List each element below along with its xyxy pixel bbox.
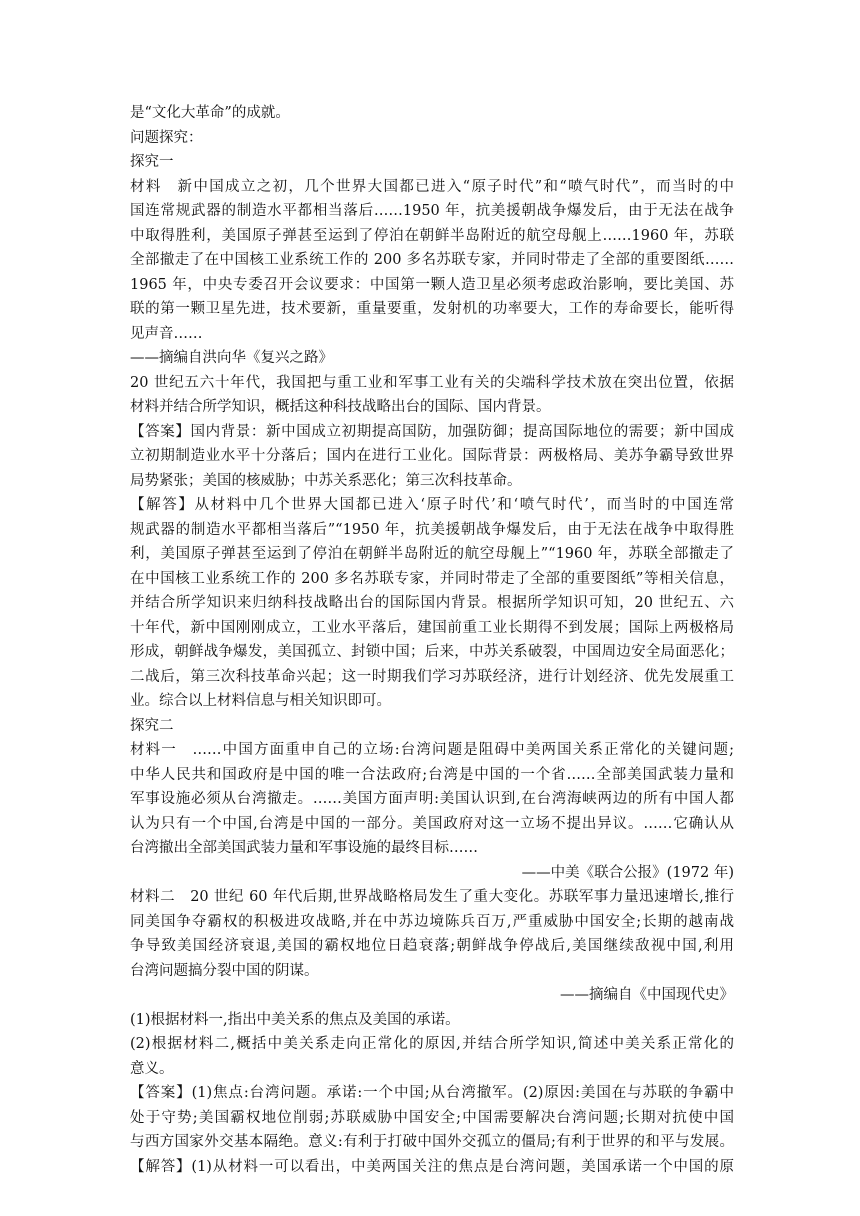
text-line: ——摘编自洪向华《复兴之路》 xyxy=(130,350,333,366)
text-line: 并结合所学知识来归纳科技战略出台的国际国内背景。根据所学知识可知，20 世纪五、六 xyxy=(130,595,734,611)
text-line: 台湾问题搞分裂中国的阴谋。 xyxy=(130,962,319,979)
text-line: 1965 年，中央专委召开会议要求：中国第一颗人造卫星必须考虑政治影响，要比美国、苏 xyxy=(130,276,734,293)
text-line: 国连常规武器的制造水平都相当落后……1950 年，抗美援朝战争爆发后，由于无法在战争 xyxy=(130,203,734,219)
text-line: 材料 新中国成立之初，几个世界大国都已进入“原子时代”和“喷气时代”，而当时的中 xyxy=(130,178,734,195)
text-line: 台湾撤出全部美国武装力量和军事设施的最终目标…… xyxy=(130,840,478,856)
text-line: 处于守势;美国霸权地位削弱;苏联威胁中国安全;中国需要解决台湾问题;长期对抗使中国 xyxy=(130,1109,734,1126)
text-line: 【答案】国内背景：新中国成立初期提高国防，加强防御；提高国际地位的需要；新中国成 xyxy=(130,423,734,440)
text-line: 中华人民共和国政府是中国的唯一合法政府;台湾是中国的一个省……全部美国武装力量和 xyxy=(130,766,734,783)
text-line: 十年代，新中国刚刚成立，工业水平落后，建国前重工业长期得不到发展；国际上两极格局 xyxy=(130,619,734,636)
text-line: ——中美《联合公报》(1972 年) xyxy=(521,864,734,881)
text-line: 【答案】(1)焦点:台湾问题。承诺:一个中国;从台湾撤军。(2)原因:美国在与苏联的争霸中 xyxy=(130,1085,734,1101)
text-line: 见声音…… xyxy=(130,325,203,342)
document-page xyxy=(130,101,734,1179)
text-line: 探究二 xyxy=(130,717,174,734)
text-line: 同美国争夺霸权的积极进攻战略,并在中苏边境陈兵百万,严重威胁中国安全;长期的越南战 xyxy=(130,913,734,930)
text-line: 意义。 xyxy=(130,1060,174,1077)
text-line: 中取得胜利，美国原子弹甚至运到了停泊在朝鲜半岛附近的航空母舰上……1960 年，苏联 xyxy=(130,227,734,244)
text-line: 形成，朝鲜战争爆发，美国孤立、封锁中国；后来，中苏关系破裂，中国周边安全局面恶化； xyxy=(130,644,734,660)
text-line: 问题探究： xyxy=(130,129,203,146)
text-line: (1)根据材料一,指出中美关系的焦点及美国的承诺。 xyxy=(130,1011,460,1028)
text-line: 联的第一颗卫星先进，技术要新，重量要重，发射机的功率要大，工作的寿命要长，能听得 xyxy=(130,301,734,317)
text-line: 是“文化大革命”的成就。 xyxy=(130,105,290,121)
text-line: 20 世纪五六十年代，我国把与重工业和军事工业有关的尖端科学技术放在突出位置，依据 xyxy=(130,374,734,391)
text-line: 二战后，第三次科技革命兴起；这一时期我们学习苏联经济，进行计划经济、优先发展重工 xyxy=(130,668,734,685)
text-line: 材料二 20 世纪 60 年代后期,世界战略格局发生了重大变化。苏联军事力量迅速增长,推行 xyxy=(130,889,734,905)
text-line: 认为只有一个中国,台湾是中国的一部分。美国政府对这一立场不提出异议。……它确认从 xyxy=(130,815,734,832)
text-line: 争导致美国经济衰退,美国的霸权地位日趋衰落;朝鲜战争停战后,美国继续敌视中国,利用 xyxy=(130,938,734,954)
text-line: (2)根据材料二,概括中美关系走向正常化的原因,并结合所学知识,简述中美关系正常化的 xyxy=(130,1036,734,1052)
text-line: 业。综合以上材料信息与相关知识即可。 xyxy=(130,693,391,709)
text-line: 利，美国原子弹甚至运到了停泊在朝鲜半岛附近的航空母舰上”“1960 年，苏联全部撤走了 xyxy=(130,546,734,562)
text-line: 立初期制造业水平十分落后；国内在进行工业化。国际背景：两极格局、美苏争霸导致世界 xyxy=(130,448,734,464)
text-line: 材料并结合所学知识，概括这种科技战略出台的国际、国内背景。 xyxy=(130,399,551,415)
text-line: 军事设施必须从台湾撤走。……美国方面声明:美国认识到,在台湾海峡两边的所有中国人都 xyxy=(130,791,734,807)
text-line: 【解答】(1)从材料一可以看出，中美两国关注的焦点是台湾问题，美国承诺一个中国的原 xyxy=(130,1158,734,1175)
text-line: 与西方国家外交基本隔绝。意义:有利于打破中国外交孤立的僵局;有利于世界的和平与发展。 xyxy=(130,1134,734,1150)
text-line: 局势紧张；美国的核威胁；中苏关系恶化；第三次科技革命。 xyxy=(130,472,522,489)
text-line: 材料一 ……中国方面重申自己的立场:台湾问题是阻碍中美两国关系正常化的关键问题; xyxy=(130,742,734,758)
text-line: 在中国核工业系统工作的 200 多名苏联专家，并同时带走了全部的重要图纸”等相关信息， xyxy=(130,570,734,587)
text-line: 【解答】从材料中几个世界大国都已进入‘原子时代’和‘喷气时代’，而当时的中国连常 xyxy=(130,497,734,513)
text-line: 探究一 xyxy=(130,154,174,170)
text-line: ——摘编自《中国现代史》 xyxy=(560,987,734,1003)
text-line: 全部撤走了在中国核工业系统工作的 200 多名苏联专家，并同时带走了全部的重要图纸…… xyxy=(130,252,734,268)
text-line: 规武器的制造水平都相当落后”“1950 年，抗美援朝战争爆发后，由于无法在战争中取得胜 xyxy=(130,521,734,538)
